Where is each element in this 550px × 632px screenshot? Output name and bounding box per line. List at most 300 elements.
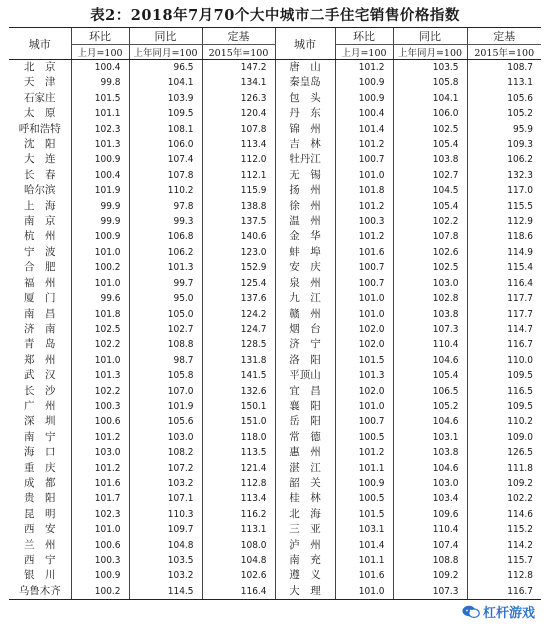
fixed-cell: 116.4: [202, 584, 275, 600]
city-cell: 厦 门: [24, 292, 56, 305]
table-row: [9, 445, 541, 460]
mom-cell-right: 101.0: [335, 291, 393, 306]
city-cell-right: 遵 义: [275, 568, 335, 583]
fixed-cell: 115.9: [202, 183, 275, 198]
mom-cell: 100.2: [71, 584, 129, 600]
table-row: [9, 152, 541, 167]
yoy-cell-right: 107.4: [393, 538, 467, 553]
city-cell-right: 岳 阳: [275, 414, 335, 429]
mom-cell-right: 101.4: [335, 538, 393, 553]
mom-cell: 102.3: [71, 507, 129, 522]
city-cell-right: 唐 山: [275, 60, 335, 76]
table-row: [9, 430, 541, 445]
city-cell-right: 常 德: [275, 430, 335, 445]
mom-cell-right: 102.0: [335, 384, 393, 399]
yoy-cell: 107.1: [129, 491, 202, 506]
yoy-cell: 110.3: [129, 507, 202, 522]
table-row: [9, 106, 541, 121]
mom-cell-right: 101.6: [335, 245, 393, 260]
yoy-cell-right: 102.7: [393, 168, 467, 183]
mom-cell: 101.2: [71, 430, 129, 445]
yoy-cell-right: 104.6: [393, 414, 467, 429]
yoy-cell-right: 105.2: [393, 399, 467, 414]
fixed-cell-right: 115.7: [467, 553, 541, 568]
city-cell: 济 南: [24, 322, 56, 335]
table-row: [9, 137, 541, 152]
mom-cell: 102.2: [71, 337, 129, 352]
city-cell-right: 赣 州: [275, 307, 335, 322]
mom-cell-right: 101.0: [335, 399, 393, 414]
yoy-cell-right: 103.0: [393, 276, 467, 291]
city-cell-right: 金 华: [275, 229, 335, 244]
yoy-cell: 99.3: [129, 214, 202, 229]
table-row: [9, 183, 541, 198]
mom-cell: 100.9: [71, 152, 129, 167]
mom-cell-right: 101.2: [335, 137, 393, 152]
city-cell-right: 平顶山: [275, 368, 335, 383]
city-cell: 长 春: [24, 168, 56, 181]
fixed-cell-right: 108.7: [467, 60, 541, 76]
fixed-cell-right: 116.7: [467, 337, 541, 352]
mom-cell-right: 101.5: [335, 353, 393, 368]
fixed-cell: 128.5: [202, 337, 275, 352]
city-cell: 西 安: [24, 523, 56, 536]
mom-cell-right: 100.7: [335, 260, 393, 275]
table-row: [9, 522, 541, 537]
yoy-cell-right: 104.6: [393, 461, 467, 476]
city-cell: 北 京: [24, 61, 56, 73]
fixed-cell: 150.1: [202, 399, 275, 414]
fixed-cell-right: 102.2: [467, 491, 541, 506]
yoy-cell-right: 107.3: [393, 584, 467, 600]
fixed-cell-right: 111.8: [467, 461, 541, 476]
fixed-cell: 112.1: [202, 168, 275, 183]
fixed-cell-right: 109.0: [467, 430, 541, 445]
fixed-cell: 137.5: [202, 214, 275, 229]
fixed-cell-right: 116.7: [467, 584, 541, 600]
yoy-cell-right: 106.0: [393, 106, 467, 121]
yoy-header-right: 同比: [393, 28, 467, 45]
city-cell-right: 济 宁: [275, 337, 335, 352]
mom-cell: 100.2: [71, 260, 129, 275]
fixed-cell-right: 105.6: [467, 91, 541, 106]
table-row: [9, 322, 541, 337]
table-row: [9, 60, 541, 76]
fixed-cell-right: 117.0: [467, 183, 541, 198]
mom-cell: 101.3: [71, 368, 129, 383]
city-cell-right: 扬 州: [275, 183, 335, 198]
mom-cell-right: 100.5: [335, 491, 393, 506]
yoy-cell: 114.5: [129, 584, 202, 600]
mom-cell-right: 103.1: [335, 522, 393, 537]
city-cell: 上 海: [24, 199, 56, 212]
fixed-cell-right: 132.3: [467, 168, 541, 183]
city-cell-right: 无 锡: [275, 168, 335, 183]
city-cell-right: 大 理: [275, 584, 335, 600]
fixed-cell-right: 112.8: [467, 568, 541, 583]
fixed-cell: 138.8: [202, 199, 275, 214]
fixed-cell-right: 112.9: [467, 214, 541, 229]
mom-cell-right: 100.3: [335, 214, 393, 229]
city-cell-right: 韶 关: [275, 476, 335, 491]
fixed-subheader-right: 2015年=100: [467, 45, 541, 60]
mom-cell: 102.5: [71, 322, 129, 337]
yoy-cell-right: 107.3: [393, 322, 467, 337]
mom-cell-right: 100.4: [335, 106, 393, 121]
fixed-cell-right: 110.0: [467, 353, 541, 368]
fixed-cell-right: 115.2: [467, 522, 541, 537]
fixed-cell: 108.0: [202, 538, 275, 553]
yoy-subheader-right: 上年同月=100: [393, 45, 467, 60]
table-row: [9, 91, 541, 106]
yoy-cell: 110.2: [129, 183, 202, 198]
mom-cell-right: 101.0: [335, 307, 393, 322]
yoy-cell: 98.7: [129, 353, 202, 368]
mom-cell-right: 101.2: [335, 60, 393, 76]
fixed-header-right: 定基: [467, 28, 541, 45]
yoy-cell: 106.2: [129, 245, 202, 260]
city-cell: 兰 州: [24, 538, 56, 551]
yoy-cell-right: 103.8: [393, 445, 467, 460]
mom-cell: 101.6: [71, 476, 129, 491]
yoy-cell: 97.8: [129, 199, 202, 214]
city-cell: 呼和浩特: [18, 122, 61, 135]
yoy-cell-right: 108.8: [393, 553, 467, 568]
yoy-cell-right: 104.5: [393, 183, 467, 198]
yoy-cell: 105.6: [129, 414, 202, 429]
table-row: [9, 214, 541, 229]
table-row: [9, 260, 541, 275]
mom-cell-right: 101.0: [335, 584, 393, 600]
city-cell: 南 宁: [24, 430, 56, 443]
mom-cell: 101.5: [71, 91, 129, 106]
yoy-cell-right: 103.8: [393, 307, 467, 322]
city-cell: 乌鲁木齐: [9, 584, 71, 600]
yoy-cell: 103.5: [129, 553, 202, 568]
yoy-cell: 101.3: [129, 260, 202, 275]
fixed-cell-right: 113.1: [467, 75, 541, 90]
fixed-cell-right: 126.5: [467, 445, 541, 460]
table-row: [9, 291, 541, 306]
yoy-cell-right: 109.6: [393, 507, 467, 522]
city-cell: 银 川: [24, 569, 56, 582]
yoy-cell: 105.8: [129, 368, 202, 383]
fixed-cell: 132.6: [202, 384, 275, 399]
yoy-cell-right: 105.4: [393, 368, 467, 383]
fixed-cell: 134.1: [202, 75, 275, 90]
mom-cell-right: 101.0: [335, 168, 393, 183]
yoy-cell-right: 102.8: [393, 291, 467, 306]
city-cell: 成 都: [24, 476, 56, 489]
mom-cell: 99.6: [71, 291, 129, 306]
yoy-header: 同比: [129, 28, 202, 45]
mom-cell-right: 102.0: [335, 337, 393, 352]
city-cell: 青 岛: [24, 338, 56, 351]
watermark-text: 杠杆游戏: [482, 606, 535, 621]
yoy-cell-right: 106.5: [393, 384, 467, 399]
yoy-cell-right: 110.4: [393, 337, 467, 352]
city-cell: 西 宁: [24, 554, 56, 566]
fixed-cell: 137.6: [202, 291, 275, 306]
table-row: [9, 122, 541, 137]
table-row: [9, 245, 541, 260]
table-row: [9, 75, 541, 90]
header-row-1: [9, 28, 541, 45]
mom-cell: 101.8: [71, 307, 129, 322]
fixed-cell: 113.1: [202, 522, 275, 537]
yoy-cell: 107.2: [129, 461, 202, 476]
city-cell: 南 昌: [24, 307, 56, 320]
fixed-cell-right: 115.4: [467, 260, 541, 275]
city-cell-right: 徐 州: [275, 199, 335, 214]
mom-cell: 100.9: [71, 229, 129, 244]
mom-cell: 99.9: [71, 199, 129, 214]
table-row: [9, 276, 541, 291]
city-cell: 哈尔滨: [24, 184, 56, 197]
mom-cell: 100.6: [71, 538, 129, 553]
yoy-cell-right: 102.6: [393, 245, 467, 260]
city-cell-right: 锦 州: [275, 122, 335, 137]
yoy-cell-right: 103.4: [393, 491, 467, 506]
city-cell-right: 秦皇岛: [275, 75, 335, 90]
table-row: [9, 507, 541, 522]
fixed-subheader: 2015年=100: [202, 45, 275, 60]
fixed-cell: 123.0: [202, 245, 275, 260]
table-row: [9, 368, 541, 383]
fixed-cell-right: 115.5: [467, 199, 541, 214]
table-row: [9, 538, 541, 553]
mom-cell-right: 101.2: [335, 229, 393, 244]
table-row: [9, 568, 541, 583]
table-row: [9, 337, 541, 352]
mom-cell-right: 101.1: [335, 461, 393, 476]
city-cell: 合 肥: [24, 261, 56, 274]
city-cell-right: 温 州: [275, 214, 335, 229]
fixed-cell-right: 109.2: [467, 476, 541, 491]
yoy-cell: 106.0: [129, 137, 202, 152]
yoy-cell: 109.5: [129, 106, 202, 121]
yoy-cell: 103.2: [129, 476, 202, 491]
fixed-cell-right: 110.2: [467, 414, 541, 429]
city-cell: 海 口: [24, 446, 56, 459]
yoy-cell: 99.7: [129, 276, 202, 291]
table-row: [9, 584, 541, 600]
table-row: [9, 307, 541, 322]
city-cell: 天 津: [24, 76, 56, 89]
mom-cell: 100.4: [71, 60, 129, 76]
mom-cell: 101.0: [71, 522, 129, 537]
table-row: [9, 414, 541, 429]
yoy-cell-right: 105.4: [393, 137, 467, 152]
yoy-cell: 107.0: [129, 384, 202, 399]
yoy-cell: 106.8: [129, 229, 202, 244]
fixed-cell-right: 117.7: [467, 307, 541, 322]
fixed-cell: 147.2: [202, 60, 275, 76]
city-cell-right: 襄 阳: [275, 399, 335, 414]
fixed-cell-right: 95.9: [467, 122, 541, 137]
city-cell: 郑 州: [24, 353, 56, 366]
fixed-cell: 124.2: [202, 307, 275, 322]
city-cell-right: 九 江: [275, 291, 335, 306]
mom-cell: 101.0: [71, 245, 129, 260]
mom-cell-right: 100.9: [335, 91, 393, 106]
city-cell-right: 牡丹江: [275, 152, 335, 167]
yoy-cell-right: 102.2: [393, 214, 467, 229]
yoy-cell: 103.9: [129, 91, 202, 106]
table-row: [9, 476, 541, 491]
fixed-cell-right: 116.4: [467, 276, 541, 291]
fixed-cell-right: 114.6: [467, 507, 541, 522]
mom-cell: 100.3: [71, 553, 129, 568]
city-cell-right: 北 海: [275, 507, 335, 522]
mom-cell: 101.3: [71, 137, 129, 152]
mom-cell: 101.0: [71, 276, 129, 291]
mom-subheader-right: 上月=100: [335, 45, 393, 60]
mom-cell: 102.3: [71, 122, 129, 137]
fixed-cell-right: 109.3: [467, 137, 541, 152]
mom-cell-right: 102.0: [335, 322, 393, 337]
price-index-table: [9, 27, 541, 600]
fixed-cell: 124.7: [202, 322, 275, 337]
yoy-cell: 103.2: [129, 568, 202, 583]
city-cell-right: 蚌 埠: [275, 245, 335, 260]
fixed-cell: 113.5: [202, 445, 275, 460]
city-cell-right: 三 亚: [275, 522, 335, 537]
city-cell: 重 庆: [24, 461, 56, 474]
fixed-cell: 121.4: [202, 461, 275, 476]
fixed-cell: 112.8: [202, 476, 275, 491]
table-row: [9, 553, 541, 568]
table-row: [9, 491, 541, 506]
table-row: [9, 384, 541, 399]
city-cell-right: 泉 州: [275, 276, 335, 291]
fixed-cell-right: 109.5: [467, 368, 541, 383]
table-row: [9, 168, 541, 183]
table-row: [9, 399, 541, 414]
fixed-cell: 113.4: [202, 491, 275, 506]
yoy-cell-right: 104.1: [393, 91, 467, 106]
mom-cell: 103.0: [71, 445, 129, 460]
fixed-header: 定基: [202, 28, 275, 45]
city-cell: 武 汉: [24, 369, 56, 382]
mom-cell: 100.6: [71, 414, 129, 429]
mom-cell-right: 100.9: [335, 476, 393, 491]
city-cell-right: 烟 台: [275, 322, 335, 337]
city-cell-right: 丹 东: [275, 106, 335, 121]
mom-cell-right: 100.7: [335, 414, 393, 429]
city-cell: 深 圳: [24, 415, 56, 428]
fixed-cell-right: 118.6: [467, 229, 541, 244]
fixed-cell-right: 114.2: [467, 538, 541, 553]
mom-cell: 101.7: [71, 491, 129, 506]
mom-cell-right: 101.8: [335, 183, 393, 198]
fixed-cell: 118.0: [202, 430, 275, 445]
city-cell: 石家庄: [24, 91, 56, 104]
mom-cell: 101.2: [71, 461, 129, 476]
table-title: 表2：2018年7月70个大中城市二手住宅销售价格指数: [90, 7, 460, 24]
fixed-cell: 126.3: [202, 91, 275, 106]
city-cell: 广 州: [24, 399, 56, 412]
fixed-cell-right: 106.2: [467, 152, 541, 167]
watermark: [459, 601, 538, 622]
mom-cell: 101.9: [71, 183, 129, 198]
city-cell-right: 安 庆: [275, 260, 335, 275]
table-row: [9, 353, 541, 368]
mom-cell: 100.9: [71, 568, 129, 583]
mom-cell: 99.8: [71, 75, 129, 90]
city-cell: 沈 阳: [24, 138, 56, 151]
yoy-cell: 108.2: [129, 445, 202, 460]
yoy-cell: 96.5: [129, 60, 202, 76]
yoy-cell: 101.9: [129, 399, 202, 414]
mom-cell-right: 101.4: [335, 122, 393, 137]
mom-cell-right: 100.5: [335, 430, 393, 445]
yoy-cell-right: 107.8: [393, 229, 467, 244]
fixed-cell-right: 109.5: [467, 399, 541, 414]
fixed-cell: 116.2: [202, 507, 275, 522]
mom-header: 环比: [71, 28, 129, 45]
fixed-cell: 152.9: [202, 260, 275, 275]
yoy-cell-right: 103.0: [393, 476, 467, 491]
yoy-subheader: 上年同月=100: [129, 45, 202, 60]
fixed-cell-right: 105.2: [467, 106, 541, 121]
fixed-cell: 141.5: [202, 368, 275, 383]
mom-cell: 102.2: [71, 384, 129, 399]
yoy-cell-right: 105.4: [393, 199, 467, 214]
city-cell-right: 吉 林: [275, 137, 335, 152]
fixed-cell-right: 114.7: [467, 322, 541, 337]
mom-cell-right: 101.2: [335, 199, 393, 214]
yoy-cell-right: 103.5: [393, 60, 467, 76]
mom-subheader: 上月=100: [71, 45, 129, 60]
yoy-cell-right: 110.4: [393, 522, 467, 537]
fixed-cell: 107.8: [202, 122, 275, 137]
mom-header-right: 环比: [335, 28, 393, 45]
mom-cell-right: 101.5: [335, 507, 393, 522]
city-cell-right: 包 头: [275, 91, 335, 106]
fixed-cell-right: 114.9: [467, 245, 541, 260]
city-header-right: 城市: [275, 28, 335, 60]
city-cell: 福 州: [24, 276, 56, 289]
fixed-cell: 102.6: [202, 568, 275, 583]
yoy-cell: 104.8: [129, 538, 202, 553]
yoy-cell: 109.7: [129, 522, 202, 537]
mom-cell: 100.4: [71, 168, 129, 183]
city-cell-right: 惠 州: [275, 445, 335, 460]
mom-cell-right: 100.9: [335, 75, 393, 90]
city-cell-right: 湛 江: [275, 461, 335, 476]
mom-cell-right: 101.1: [335, 553, 393, 568]
yoy-cell-right: 102.5: [393, 122, 467, 137]
fixed-cell: 131.8: [202, 353, 275, 368]
table-row: [9, 461, 541, 476]
yoy-cell-right: 109.2: [393, 568, 467, 583]
mom-cell: 101.1: [71, 106, 129, 121]
mom-cell: 99.9: [71, 214, 129, 229]
city-header: 城市: [9, 28, 71, 60]
chat-bubble-icon: [462, 605, 480, 619]
fixed-cell-right: 116.5: [467, 384, 541, 399]
fixed-cell: 113.4: [202, 137, 275, 152]
mom-cell-right: 101.6: [335, 568, 393, 583]
city-cell: 杭 州: [24, 230, 56, 243]
yoy-cell-right: 102.5: [393, 260, 467, 275]
city-cell: 南 京: [24, 215, 56, 228]
yoy-cell-right: 105.8: [393, 75, 467, 90]
yoy-cell: 107.4: [129, 152, 202, 167]
yoy-cell-right: 104.6: [393, 353, 467, 368]
table-row: [9, 229, 541, 244]
